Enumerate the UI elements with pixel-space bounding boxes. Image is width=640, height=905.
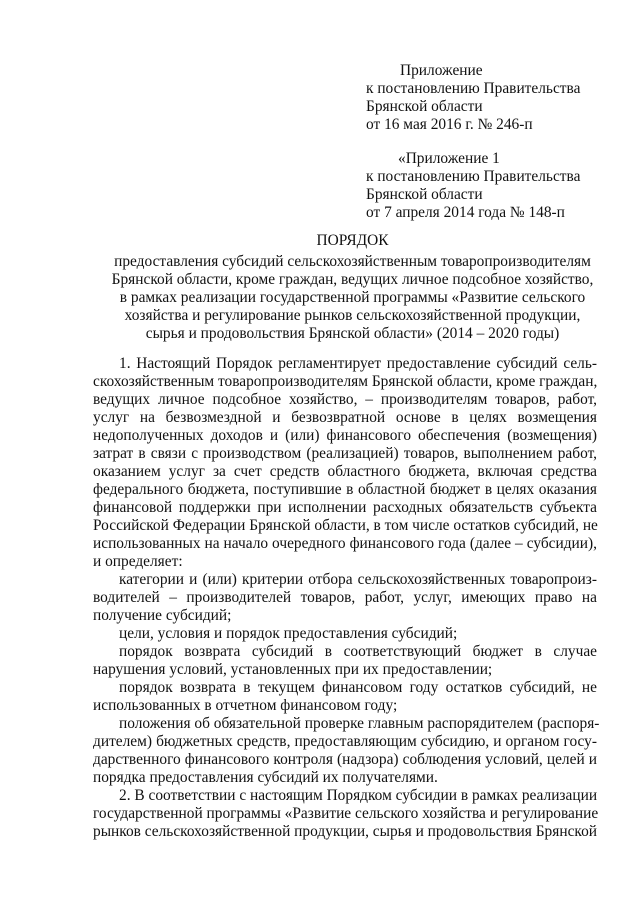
body-line: Российской Федерации Брянской области, в том числе остатков субсидий, не: [93, 517, 598, 534]
title-line: сырья и продовольствия Брянской области» (2014 – 2020 годы): [145, 325, 560, 342]
appendix1-header: [366, 150, 580, 222]
appendix-line: от 16 мая 2016 г. № 246-п: [366, 116, 533, 133]
body-line: водителей – производителей товаров, работ, услуг, имеющих право на: [93, 589, 597, 606]
body-line: услуг на безвозмездной и безвозвратной основе в целях возмещения: [93, 409, 597, 426]
body-line: и определяет:: [93, 553, 183, 570]
body-line: дарственного финансового контроля (надзора) соблюдения условий, целей и: [93, 751, 597, 768]
body-line: скохозяйственным товаропроизводителям Брянской области, кроме граждан,: [93, 373, 598, 390]
document-body: [93, 355, 600, 841]
body-line: цели, условия и порядок предоставления субсидий;: [119, 625, 458, 642]
title-line: предоставления субсидий сельскохозяйственным товаропроизводителям: [114, 253, 591, 270]
body-line: нарушения условий, установленных при их предоставлении;: [93, 661, 493, 678]
title-line: Брянской области, кроме граждан, ведущих личное подсобное хозяйство,: [111, 271, 594, 288]
appendix1-line: к постановлению Правительства: [366, 168, 581, 185]
body-line: 2. В соответствии с настоящим Порядком субсидии в рамках реализации: [119, 787, 598, 804]
body-line: получение субсидий;: [93, 607, 232, 624]
body-line: затрат в связи с производством (реализацией) товаров, выполнением работ,: [93, 445, 597, 462]
document-title: [0, 232, 640, 343]
appendix-header: [366, 62, 580, 134]
body-line: ведущих личное подсобное хозяйство, – производителям товаров, работ,: [93, 391, 597, 408]
title-heading: ПОРЯДОК: [316, 232, 389, 249]
body-line: использованных на начало очередного финансового года (далее – субсидии),: [93, 535, 597, 552]
body-line: положения об обязательной проверке главным распорядителем (распоря-: [119, 715, 600, 732]
body-line: финансовой поддержки при исполнении расходных обязательств субъекта: [93, 499, 597, 516]
title-line: хозяйства и регулирование рынков сельскохозяйственной продукции,: [124, 307, 581, 324]
body-line: категории и (или) критерии отбора сельскохозяйственных товаропроиз-: [119, 571, 597, 588]
appendix1-line: от 7 апреля 2014 года № 148-п: [366, 204, 565, 221]
body-line: порядок возврата субсидий в соответствующий бюджет в случае: [119, 643, 597, 660]
body-line: порядок возврата в текущем финансовом году остатков субсидий, не: [119, 679, 597, 696]
appendix-line: Брянской области: [366, 98, 483, 115]
appendix-line: Приложение: [400, 62, 483, 79]
body-line: недополученных доходов и (или) финансового обеспечения (возмещения): [93, 427, 597, 444]
body-line: использованных в отчетном финансовом году;: [93, 697, 398, 714]
body-line: порядка предоставления субсидий их получателями.: [93, 769, 438, 786]
body-line: дителем) бюджетных средств, предоставляющим субсидию, и органом госу-: [93, 733, 597, 750]
appendix1-line: Брянской области: [366, 186, 483, 203]
title-line: в рамках реализации государственной программы «Развитие сельского: [119, 289, 586, 306]
appendix-line: к постановлению Правительства: [366, 80, 581, 97]
body-line: рынков сельскохозяйственной продукции, сырья и продовольствия Брянской: [93, 823, 598, 840]
body-line: государственной программы «Развитие сельского хозяйства и регулирование: [93, 805, 599, 822]
body-line: оказанием услуг за счет средств областного бюджета, включая средства: [93, 463, 597, 480]
body-line: 1. Настоящий Порядок регламентирует предоставление субсидий сель-: [119, 355, 597, 372]
body-line: федерального бюджета, поступившие в областной бюджет в целях оказания: [93, 481, 597, 498]
appendix1-line: «Приложение 1: [398, 150, 500, 167]
